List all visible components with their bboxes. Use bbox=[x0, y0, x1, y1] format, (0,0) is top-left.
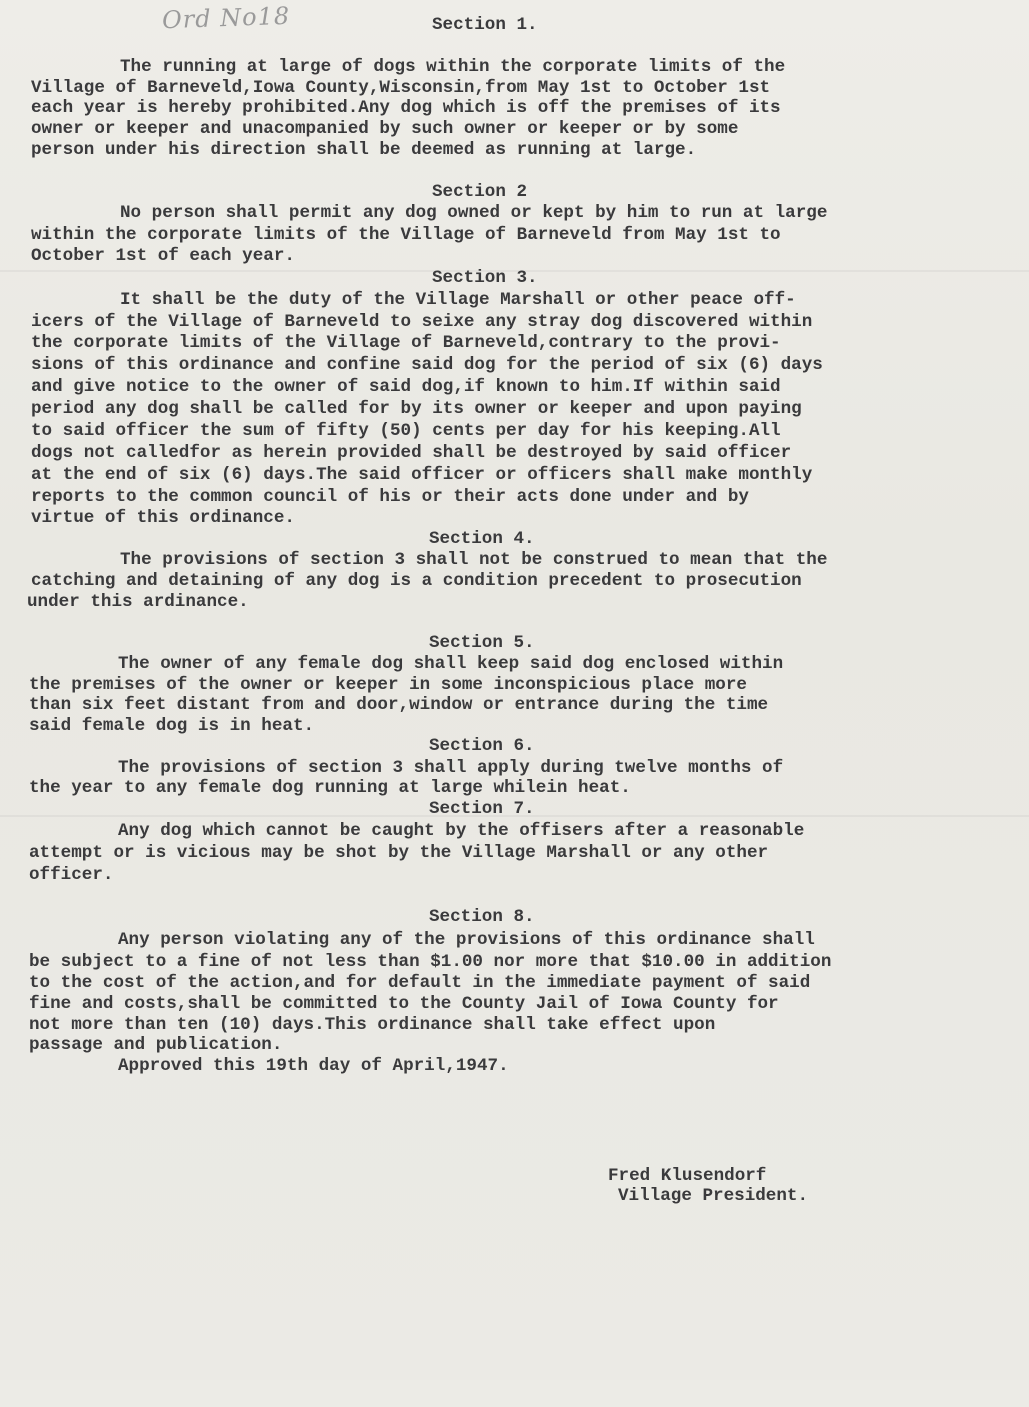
section-heading: Section 1. bbox=[432, 15, 538, 35]
section-heading: Section 8. bbox=[429, 907, 535, 927]
text-line: Any person violating any of the provisions of this ordinance shall bbox=[118, 930, 815, 950]
text-line: person under his direction shall be deemed as running at large. bbox=[31, 140, 697, 160]
text-line: the corporate limits of the Village of Barneveld,contrary to the provi- bbox=[31, 333, 781, 353]
text-line: be subject to a fine of not less than $1.00 nor more that $10.00 in addition bbox=[29, 952, 832, 972]
approval-line: Approved this 19th day of April,1947. bbox=[118, 1056, 509, 1076]
text-line: The running at large of dogs within the corporate limits of the bbox=[120, 57, 786, 77]
text-line: dogs not calledfor as herein provided shall be destroyed by said officer bbox=[31, 443, 792, 463]
section-heading: Section 5. bbox=[429, 633, 535, 653]
text-line: officer. bbox=[29, 865, 114, 885]
text-line: within the corporate limits of the Village of Barneveld from May 1st to bbox=[31, 225, 781, 245]
section-heading: Section 6. bbox=[429, 736, 535, 756]
text-line: It shall be the duty of the Village Marshall or other peace off- bbox=[120, 290, 796, 310]
signature-title: Village President. bbox=[618, 1186, 809, 1206]
text-line: sions of this ordinance and confine said dog for the period of six (6) days bbox=[31, 355, 823, 375]
text-line: each year is hereby prohibited.Any dog which is off the premises of its bbox=[31, 98, 781, 118]
text-line: catching and detaining of any dog is a condition precedent to prosecution bbox=[31, 571, 802, 591]
text-line: not more than ten (10) days.This ordinance shall take effect upon bbox=[29, 1015, 716, 1035]
text-line: Any dog which cannot be caught by the offisers after a reasonable bbox=[118, 821, 805, 841]
text-line: to said officer the sum of fifty (50) cents per day for his keeping.All bbox=[31, 421, 781, 441]
text-line: than six feet distant from and door,window or entrance during the time bbox=[29, 695, 769, 715]
text-line: The provisions of section 3 shall apply during twelve months of bbox=[118, 758, 784, 778]
text-line: and give notice to the owner of said dog,if known to him.If within said bbox=[31, 377, 781, 397]
section-heading: Section 2 bbox=[432, 182, 528, 202]
text-line: attempt or is vicious may be shot by the Village Marshall or any other bbox=[29, 843, 769, 863]
handwritten-note: Ord No18 bbox=[161, 1, 291, 35]
text-line: said female dog is in heat. bbox=[29, 716, 315, 736]
text-line: the premises of the owner or keeper in some inconspicious place more bbox=[29, 675, 747, 695]
text-line: under this ardinance. bbox=[27, 592, 249, 612]
text-line: reports to the common council of his or their acts done under and by bbox=[31, 487, 749, 507]
text-line: The owner of any female dog shall keep said dog enclosed within bbox=[118, 654, 784, 674]
text-line: owner or keeper and unacompanied by such owner or keeper or by some bbox=[31, 119, 739, 139]
text-line: No person shall permit any dog owned or kept by him to run at large bbox=[120, 203, 828, 223]
text-line: passage and publication. bbox=[29, 1035, 283, 1055]
text-line: fine and costs,shall be committed to the County Jail of Iowa County for bbox=[29, 994, 779, 1014]
text-line: period any dog shall be called for by its owner or keeper and upon paying bbox=[31, 399, 802, 419]
text-line: October 1st of each year. bbox=[31, 246, 295, 266]
text-line: at the end of six (6) days.The said officer or officers shall make monthly bbox=[31, 465, 813, 485]
section-heading: Section 7. bbox=[429, 799, 535, 819]
section-heading: Section 4. bbox=[429, 529, 535, 549]
text-line: Village of Barneveld,Iowa County,Wisconsin,from May 1st to October 1st bbox=[31, 78, 771, 98]
text-line: The provisions of section 3 shall not be construed to mean that the bbox=[120, 550, 828, 570]
text-line: the year to any female dog running at large whilein heat. bbox=[29, 778, 631, 798]
section-heading: Section 3. bbox=[432, 268, 538, 288]
signature-name: Fred Klusendorf bbox=[608, 1166, 767, 1186]
text-line: virtue of this ordinance. bbox=[31, 508, 295, 528]
text-line: icers of the Village of Barneveld to seixe any stray dog discovered within bbox=[31, 312, 813, 332]
text-line: to the cost of the action,and for default in the immediate payment of said bbox=[29, 973, 811, 993]
